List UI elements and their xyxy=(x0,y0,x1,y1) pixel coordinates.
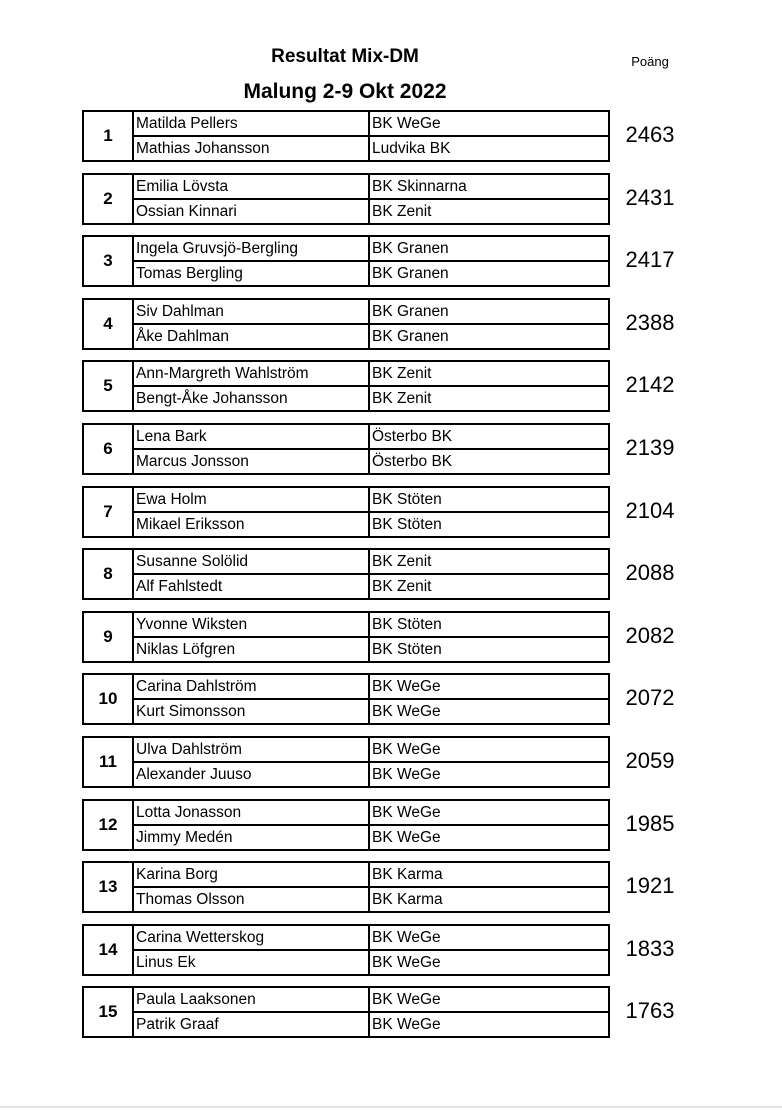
rank-cell: 5 xyxy=(84,362,134,410)
points-value: 1833 xyxy=(625,936,675,961)
result-box xyxy=(82,235,610,287)
result-entry xyxy=(82,673,682,723)
player-name: Alf Fahlstedt xyxy=(136,575,370,598)
player-row xyxy=(134,1013,608,1036)
result-box xyxy=(82,736,610,788)
player-name: Emilia Lövsta xyxy=(136,175,370,198)
points-value: 1985 xyxy=(625,811,675,836)
player-name: Marcus Jonsson xyxy=(136,450,370,473)
club-name: BK WeGe xyxy=(372,954,441,971)
player-row xyxy=(134,613,608,638)
rank-cell: 14 xyxy=(84,926,134,974)
player-name: Mathias Johansson xyxy=(136,137,370,160)
player-row xyxy=(134,112,608,137)
club-name: BK Granen xyxy=(372,328,449,345)
player-row xyxy=(134,575,608,598)
result-entry xyxy=(82,298,682,348)
player-row xyxy=(134,450,608,473)
club-name: BK WeGe xyxy=(372,829,441,846)
club-name: BK WeGe xyxy=(372,804,441,821)
points-value: 2139 xyxy=(625,435,675,460)
club-name: BK WeGe xyxy=(372,991,441,1008)
club-name: BK WeGe xyxy=(372,703,441,720)
rank-cell: 8 xyxy=(84,550,134,598)
result-box xyxy=(82,423,610,475)
player-row xyxy=(134,763,608,786)
club-name: BK WeGe xyxy=(372,741,441,758)
player-name: Jimmy Medén xyxy=(136,826,370,849)
points-value: 2142 xyxy=(625,372,675,397)
player-row xyxy=(134,550,608,575)
club-name: BK Stöten xyxy=(372,641,442,658)
result-entry xyxy=(82,986,682,1036)
result-box xyxy=(82,110,610,162)
player-row xyxy=(134,325,608,348)
club-name: BK Karma xyxy=(372,891,443,908)
player-name: Lotta Jonasson xyxy=(136,801,370,824)
rank-cell: 7 xyxy=(84,488,134,536)
player-row xyxy=(134,738,608,763)
points-value: 2431 xyxy=(625,185,675,210)
player-name: Lena Bark xyxy=(136,425,370,448)
rank-cell: 12 xyxy=(84,801,134,849)
rank-cell: 3 xyxy=(84,237,134,285)
club-name: BK Zenit xyxy=(372,390,432,407)
player-name: Linus Ek xyxy=(136,951,370,974)
points-column-header: Poäng xyxy=(631,54,669,69)
club-name: BK Zenit xyxy=(372,203,432,220)
club-name: BK Granen xyxy=(372,240,449,257)
player-row xyxy=(134,675,608,700)
club-name: BK Stöten xyxy=(372,491,442,508)
club-name: Österbo BK xyxy=(372,428,453,445)
player-row xyxy=(134,488,608,513)
points-value: 1763 xyxy=(625,998,675,1023)
rank-cell: 13 xyxy=(84,863,134,911)
club-name: Österbo BK xyxy=(372,453,453,470)
player-name: Siv Dahlman xyxy=(136,300,370,323)
player-row xyxy=(134,988,608,1013)
player-name: Patrik Graaf xyxy=(136,1013,370,1036)
club-name: BK Karma xyxy=(372,866,443,883)
club-name: BK WeGe xyxy=(372,678,441,695)
player-name: Kurt Simonsson xyxy=(136,700,370,723)
page-subtitle: Malung 2-9 Okt 2022 xyxy=(243,80,447,103)
club-name: BK WeGe xyxy=(372,929,441,946)
club-name: BK Zenit xyxy=(372,578,432,595)
player-row xyxy=(134,362,608,387)
player-row xyxy=(134,262,608,285)
result-box xyxy=(82,298,610,350)
result-box xyxy=(82,360,610,412)
result-entry xyxy=(82,924,682,974)
player-name: Susanne Solölid xyxy=(136,550,370,573)
result-box xyxy=(82,611,610,663)
club-name: BK Zenit xyxy=(372,553,432,570)
player-name: Ann-Margreth Wahlström xyxy=(136,362,370,385)
player-row xyxy=(134,801,608,826)
player-name: Tomas Bergling xyxy=(136,262,370,285)
result-box xyxy=(82,486,610,538)
player-name: Ingela Gruvsjö-Bergling xyxy=(136,237,370,260)
result-entry xyxy=(82,736,682,786)
player-name: Alexander Juuso xyxy=(136,763,370,786)
player-row xyxy=(134,175,608,200)
player-row xyxy=(134,237,608,262)
rank-cell: 10 xyxy=(84,675,134,723)
points-value: 2463 xyxy=(625,122,675,147)
rank-cell: 6 xyxy=(84,425,134,473)
points-value: 2417 xyxy=(625,247,675,272)
player-row xyxy=(134,513,608,536)
player-row xyxy=(134,926,608,951)
result-entry xyxy=(82,110,682,160)
result-entry xyxy=(82,360,682,410)
result-box xyxy=(82,673,610,725)
page-bottom-rule xyxy=(0,1106,782,1108)
rank-cell: 11 xyxy=(84,738,134,786)
result-entry xyxy=(82,799,682,849)
club-name: BK WeGe xyxy=(372,1016,441,1033)
club-name: Ludvika BK xyxy=(372,140,451,157)
player-row xyxy=(134,863,608,888)
result-entry xyxy=(82,486,682,536)
player-row xyxy=(134,700,608,723)
rank-cell: 2 xyxy=(84,175,134,223)
points-value: 2104 xyxy=(625,498,675,523)
club-name: BK WeGe xyxy=(372,766,441,783)
player-row xyxy=(134,425,608,450)
result-entry xyxy=(82,861,682,911)
player-row xyxy=(134,200,608,223)
rank-cell: 15 xyxy=(84,988,134,1036)
player-name: Ewa Holm xyxy=(136,488,370,511)
club-name: BK Granen xyxy=(372,265,449,282)
points-value: 2059 xyxy=(625,748,675,773)
club-name: BK Stöten xyxy=(372,616,442,633)
page-title: Resultat Mix-DM xyxy=(271,46,419,67)
rank-cell: 4 xyxy=(84,300,134,348)
result-entry xyxy=(82,173,682,223)
result-box xyxy=(82,799,610,851)
player-row xyxy=(134,826,608,849)
result-box xyxy=(82,548,610,600)
rank-cell: 9 xyxy=(84,613,134,661)
result-box xyxy=(82,924,610,976)
player-row xyxy=(134,387,608,410)
result-box xyxy=(82,173,610,225)
player-row xyxy=(134,300,608,325)
player-row xyxy=(134,638,608,661)
club-name: BK Zenit xyxy=(372,365,432,382)
result-entry xyxy=(82,423,682,473)
club-name: BK WeGe xyxy=(372,115,441,132)
player-row xyxy=(134,888,608,911)
player-name: Yvonne Wiksten xyxy=(136,613,370,636)
player-name: Bengt-Åke Johansson xyxy=(136,387,370,410)
result-entry xyxy=(82,611,682,661)
player-name: Thomas Olsson xyxy=(136,888,370,911)
player-name: Carina Dahlström xyxy=(136,675,370,698)
points-value: 1921 xyxy=(625,873,675,898)
player-name: Carina Wetterskog xyxy=(136,926,370,949)
points-value: 2388 xyxy=(625,310,675,335)
points-value: 2088 xyxy=(625,560,675,585)
result-entry xyxy=(82,235,682,285)
player-name: Ossian Kinnari xyxy=(136,200,370,223)
player-name: Paula Laaksonen xyxy=(136,988,370,1011)
player-row xyxy=(134,137,608,160)
player-name: Matilda Pellers xyxy=(136,112,370,135)
club-name: BK Granen xyxy=(372,303,449,320)
result-box xyxy=(82,861,610,913)
points-value: 2082 xyxy=(625,623,675,648)
rank-cell: 1 xyxy=(84,112,134,160)
player-name: Åke Dahlman xyxy=(136,325,370,348)
player-name: Niklas Löfgren xyxy=(136,638,370,661)
result-entry xyxy=(82,548,682,598)
club-name: BK Skinnarna xyxy=(372,178,467,195)
points-value: 2072 xyxy=(625,685,675,710)
player-name: Karina Borg xyxy=(136,863,370,886)
player-row xyxy=(134,951,608,974)
player-name: Mikael Eriksson xyxy=(136,513,370,536)
player-name: Ulva Dahlström xyxy=(136,738,370,761)
club-name: BK Stöten xyxy=(372,516,442,533)
result-box xyxy=(82,986,610,1038)
